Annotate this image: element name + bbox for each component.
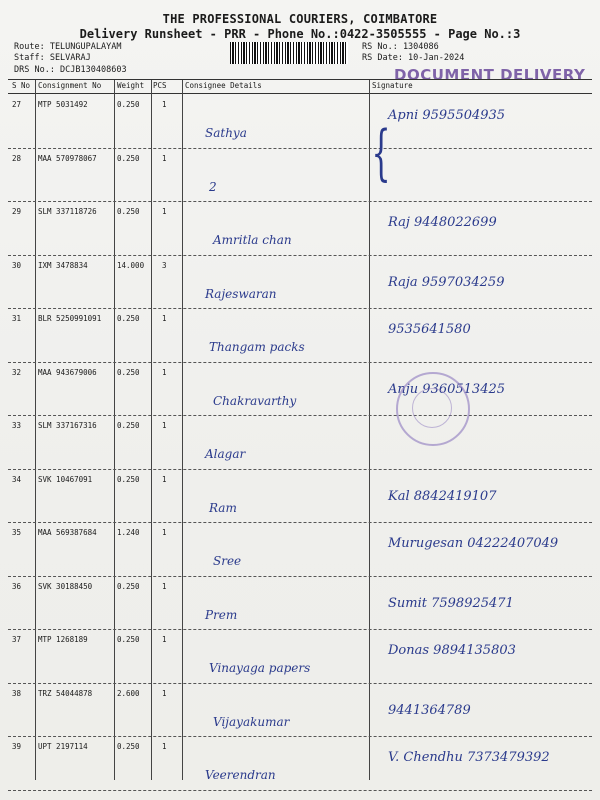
row-consignment: MTP 1268189	[38, 635, 88, 644]
table-row	[0, 421, 600, 481]
row-weight: 0.250	[117, 474, 140, 484]
row-sno: 36	[12, 581, 22, 591]
receiver-signature: Anju 9360513425	[388, 381, 506, 397]
row-divider	[8, 255, 592, 256]
consignee-handwritten-name: Rajeswaran	[205, 286, 277, 301]
consignee-handwritten-name: Vinayaga papers	[209, 661, 311, 675]
barcode	[230, 42, 348, 64]
receiver-signature: Raj 9448022699	[388, 215, 497, 230]
row-consignment: SVK 10467091	[38, 474, 93, 484]
receiver-signature: Sumit 7598925471	[388, 595, 514, 611]
row-divider	[8, 629, 592, 630]
consignee-handwritten-name: Thangam packs	[209, 340, 305, 354]
row-pcs: 1	[162, 207, 167, 216]
row-pcs: 1	[162, 100, 167, 109]
row-sno: 38	[12, 688, 22, 698]
row-sno: 39	[12, 742, 22, 751]
row-sno: 29	[12, 207, 22, 216]
table-row	[0, 582, 600, 642]
receiver-signature: V. Chendhu 7373479392	[388, 750, 550, 765]
row-weight: 0.250	[117, 421, 140, 430]
document-delivery-stamp: DOCUMENT DELIVERY	[394, 66, 586, 84]
row-sno: 28	[12, 153, 22, 163]
row-divider	[8, 308, 592, 309]
staff-label: Staff: SELVARAJ	[14, 53, 91, 63]
row-consignment: SLM 337167316	[38, 421, 97, 430]
row-sno: 31	[12, 314, 22, 323]
company-seal	[396, 372, 470, 446]
company-title: THE PROFESSIONAL COURIERS, COIMBATORE	[162, 12, 438, 26]
table-row	[0, 742, 600, 800]
row-divider	[8, 522, 592, 523]
row-consignment: MAA 943679006	[38, 367, 97, 377]
row-divider	[8, 148, 592, 149]
table-row	[0, 261, 600, 321]
row-weight: 14.000	[117, 260, 145, 270]
row-pcs: 1	[162, 314, 167, 323]
receiver-signature: 9535641580	[388, 322, 471, 337]
consignee-handwritten-name: Sathya	[205, 126, 247, 140]
row-weight: 0.250	[117, 314, 140, 323]
table-row	[0, 100, 600, 160]
row-consignment: TRZ 54044878	[38, 688, 93, 698]
row-sno: 32	[12, 367, 22, 377]
col-consignment: Consignment No	[38, 81, 102, 90]
table-row	[0, 154, 600, 214]
row-weight: 0.250	[117, 742, 140, 751]
row-consignment: MTP 5031492	[38, 100, 88, 109]
consignee-handwritten-name: Vijayakumar	[213, 714, 290, 729]
row-pcs: 1	[162, 474, 167, 484]
rs-number: RS No.: 1304086	[362, 42, 439, 52]
row-sno: 34	[12, 474, 22, 484]
table-row	[0, 368, 600, 428]
row-divider	[8, 201, 592, 202]
row-pcs: 1	[162, 153, 167, 163]
row-pcs: 1	[162, 635, 167, 644]
row-sno: 30	[12, 260, 22, 270]
rs-date: RS Date: 10-Jan-2024	[362, 53, 465, 63]
row-divider	[8, 469, 592, 470]
table-row	[0, 635, 600, 695]
row-pcs: 1	[162, 688, 167, 698]
row-weight: 2.600	[117, 688, 140, 698]
row-consignment: SVK 30188450	[38, 581, 93, 591]
row-divider	[8, 362, 592, 363]
row-weight: 0.250	[117, 367, 140, 377]
row-weight: 0.250	[117, 100, 140, 109]
consignee-handwritten-name: Prem	[205, 607, 238, 622]
col-signature: Signature	[372, 81, 413, 90]
table-row	[0, 314, 600, 374]
row-sno: 27	[12, 100, 22, 109]
bracket-mark: {	[371, 118, 391, 188]
drs-number: DRS No.: DCJB130408603	[14, 65, 127, 75]
row-pcs: 1	[162, 742, 167, 751]
consignee-handwritten-name: Alagar	[205, 447, 246, 461]
header-divider	[8, 93, 592, 94]
row-weight: 1.240	[117, 528, 140, 537]
row-sno: 33	[12, 421, 22, 430]
receiver-signature: Murugesan 04222407049	[388, 536, 559, 551]
row-sno: 35	[12, 528, 22, 537]
runsheet-subtitle: Delivery Runsheet - PRR - Phone No.:0422-3505555 - Page No.:3	[79, 27, 521, 41]
route-label: Route: TELUNGUPALAYAM	[14, 42, 122, 52]
receiver-signature: Raja 9597034259	[388, 274, 505, 290]
row-pcs: 1	[162, 581, 167, 591]
row-consignment: UPT 2197114	[38, 742, 88, 751]
consignee-handwritten-name: Sree	[213, 554, 242, 568]
consignee-handwritten-name: Chakravarthy	[213, 393, 297, 408]
consignee-handwritten-name: Veerendran	[205, 768, 276, 782]
consignee-handwritten-name: Ram	[209, 500, 237, 515]
row-pcs: 1	[162, 528, 167, 537]
row-consignment: IXM 3478834	[38, 260, 88, 270]
table-row	[0, 475, 600, 535]
row-consignment: MAA 569387684	[38, 528, 97, 537]
consignee-handwritten-name: Amritla chan	[213, 233, 292, 247]
row-divider	[8, 683, 592, 684]
receiver-signature: Apni 9595504935	[388, 108, 506, 123]
row-divider	[8, 736, 592, 737]
row-consignment: MAA 570978067	[38, 153, 97, 163]
row-weight: 0.250	[117, 635, 140, 644]
col-consignee: Consignee Details	[185, 81, 262, 90]
consignee-handwritten-name: 2	[209, 179, 217, 194]
col-pcs: PCS	[153, 81, 167, 90]
col-weight: Weight	[117, 81, 145, 90]
row-pcs: 1	[162, 421, 167, 430]
row-divider	[8, 576, 592, 577]
row-weight: 0.250	[117, 207, 140, 216]
row-pcs: 3	[162, 260, 167, 270]
receiver-signature: Donas 9894135803	[388, 643, 516, 658]
row-pcs: 1	[162, 367, 167, 377]
col-sno: S No	[12, 81, 31, 90]
row-weight: 0.250	[117, 581, 140, 591]
row-weight: 0.250	[117, 153, 140, 163]
row-consignment: BLR 5250991091	[38, 314, 102, 323]
receiver-signature: 9441364789	[388, 702, 471, 718]
row-consignment: SLM 337118726	[38, 207, 97, 216]
row-divider	[8, 790, 592, 791]
table-top-border	[8, 79, 592, 80]
table-row	[0, 207, 600, 267]
row-sno: 37	[12, 635, 22, 644]
row-divider	[8, 415, 592, 416]
table-row	[0, 528, 600, 588]
table-row	[0, 689, 600, 749]
receiver-signature: Kal 8842419107	[388, 488, 497, 504]
